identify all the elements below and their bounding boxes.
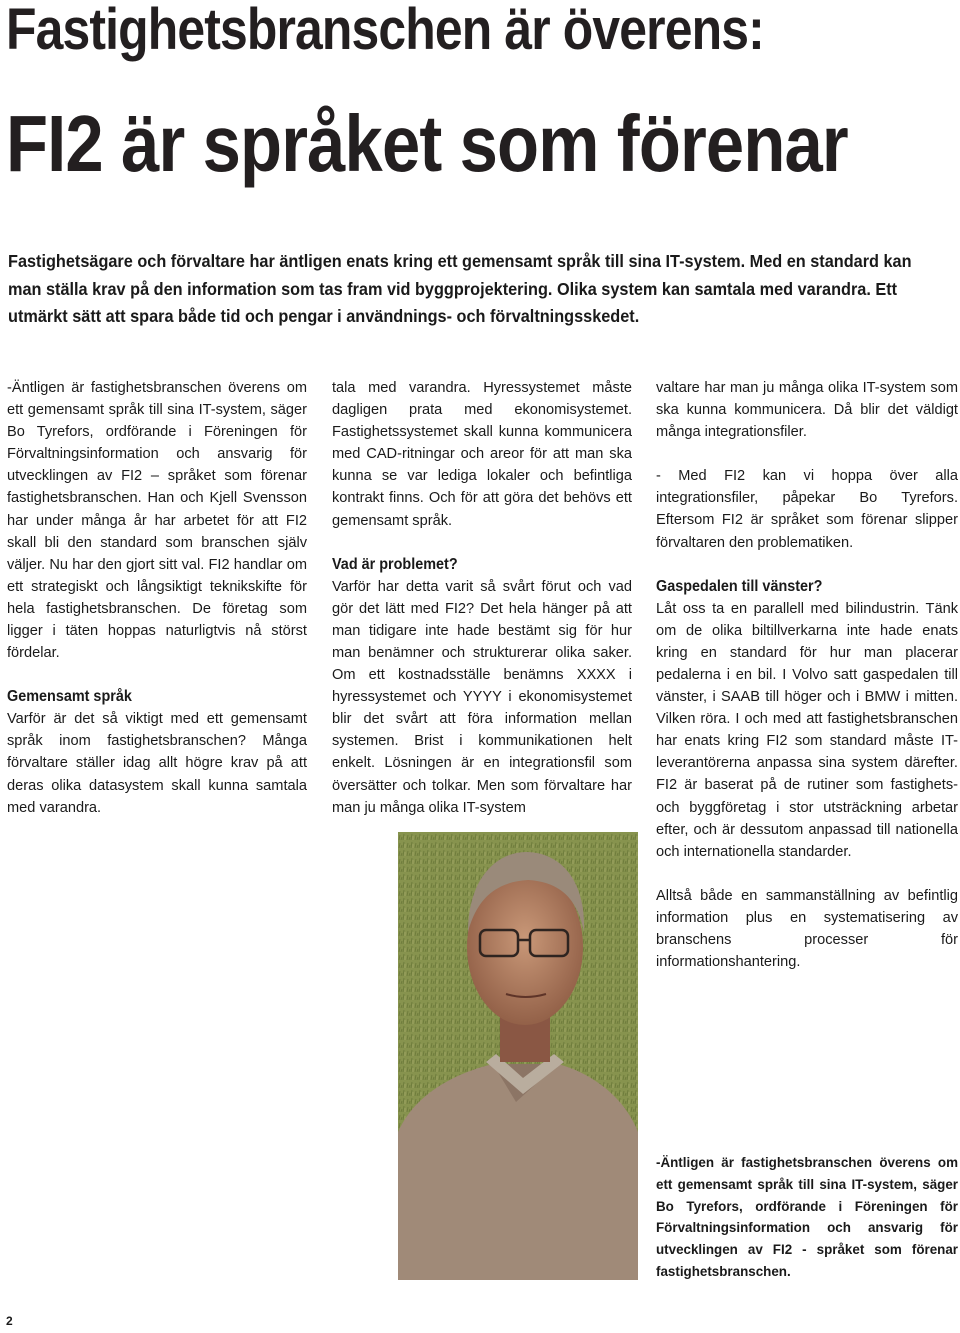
page-number: 2	[6, 1314, 13, 1328]
subheading: Gemensamt språk	[7, 688, 132, 706]
paragraph: Alltså både en sammanställning av befintlig information plus en systematisering av branschens processer för informationshantering.	[656, 887, 958, 971]
headline-line-2: FI2 är språket som förenar	[6, 99, 848, 188]
paragraph: -Äntligen är fastighetsbranschen överens om ett gemensamt språk till sina IT-system, säger Bo Tyrefors, ordförande i Föreningen för Förvaltningsinformation och ansvarig för utvecklingen av FI2 – språket som förenar fastighetsbranschen. Han och Kjell Svensson har under många år har arbetet för att FI2 skall bli den standard som branschen själv väljer. Nu har den gjort sitt val. FI2 handlar om ett strategiskt och långsiktigt teknikskifte för hela fastighetsbranschen. De företag som ligger i täten hoppas naturligtvis nå störst fördelar.	[7, 380, 307, 662]
paragraph: - Med FI2 kan vi hoppa över alla integrationsfiler, påpekar Bo Tyrefors. Eftersom FI2 är språket som förenar slipper förvaltaren den problematiken.	[656, 468, 958, 551]
paragraph: tala med varandra. Hyressystemet måste dagligen prata med ekonomisystemet. Fastighetssystemet skall kunna kommunicera med CAD-ritningar och areor för att man ska kunna se var lediga lokaler och befintliga kontrakt finns. Och för att göra det behövs ett gemensamt språk.	[332, 380, 632, 529]
column-2	[332, 377, 632, 819]
paragraph: valtare har man ju många olika IT-system som ska kunna kommunicera. Då blir det väldigt många integrationsfiler.	[656, 380, 958, 441]
subheading: Gaspedalen till vänster?	[656, 577, 823, 595]
ingress: Fastighetsägare och förvaltare har äntligen enats kring ett gemensamt språk till sina IT-system. Med en standard kan man ställa krav på den information som tas fram vid byggprojektering. Olika system kan samtala med varandra. Ett utmärkt sätt att spara både tid och pengar i användnings- och förvaltningsskedet.	[8, 251, 912, 326]
paragraph: Låt oss ta en parallell med bilindustrin. Tänk om de olika biltillverkarna inte hade enats kring en standard för hur man placerar pedalerna i en bil. I Volvo satt gaspedalen till vänster, i SAAB till höger och i BMW i mitten. Vilken röra. I och med att fastighetsbranschen har enats kring FI2 som standard måste IT-leverantörerna anpassa sina system därefter. FI2 är baserat på de rutiner som fastighets- och byggföretag i stor utsträckning arbetar efter, och är dessutom anpassad till nationella och internationella standarder.	[656, 600, 958, 860]
photo-caption: -Äntligen är fastighetsbranschen överens om ett gemensamt språk till sina IT-system, säger Bo Tyrefors, ordförande i Föreningen för Förvaltningsinformation och ansvarig för utvecklingen av FI2 - språket som förenar fastighetsbranschen.	[656, 1155, 958, 1279]
paragraph: Varför har detta varit så svårt förut och vad gör det lätt med FI2? Det hela hänger på att man tidigare inte hade bestämt sig för hur man benämner och strukturerar olika saker. Om ett kostnadsställe benämns XXXX i hyressystemet och YYYY i ekonomisystemet blir det svårt att föra information mellan systemen. Brist i kommunikationen helt enkelt. Lösningen är en integrationsfil som översätter och tolkar. Men som förvaltare har man ju många olika IT-system	[332, 578, 632, 816]
portrait-photo	[398, 832, 638, 1280]
subheading: Vad är problemet?	[332, 555, 458, 573]
headline-line-1: Fastighetsbranschen är överens:	[6, 0, 764, 62]
column-3	[656, 377, 958, 973]
paragraph: Varför är det så viktigt med ett gemensamt språk inom fastighetsbranschen? Många förvaltare ställer idag allt högre krav på att deras olika datasystem skall kunna samtala med varandra.	[7, 711, 307, 816]
column-1	[7, 377, 307, 819]
